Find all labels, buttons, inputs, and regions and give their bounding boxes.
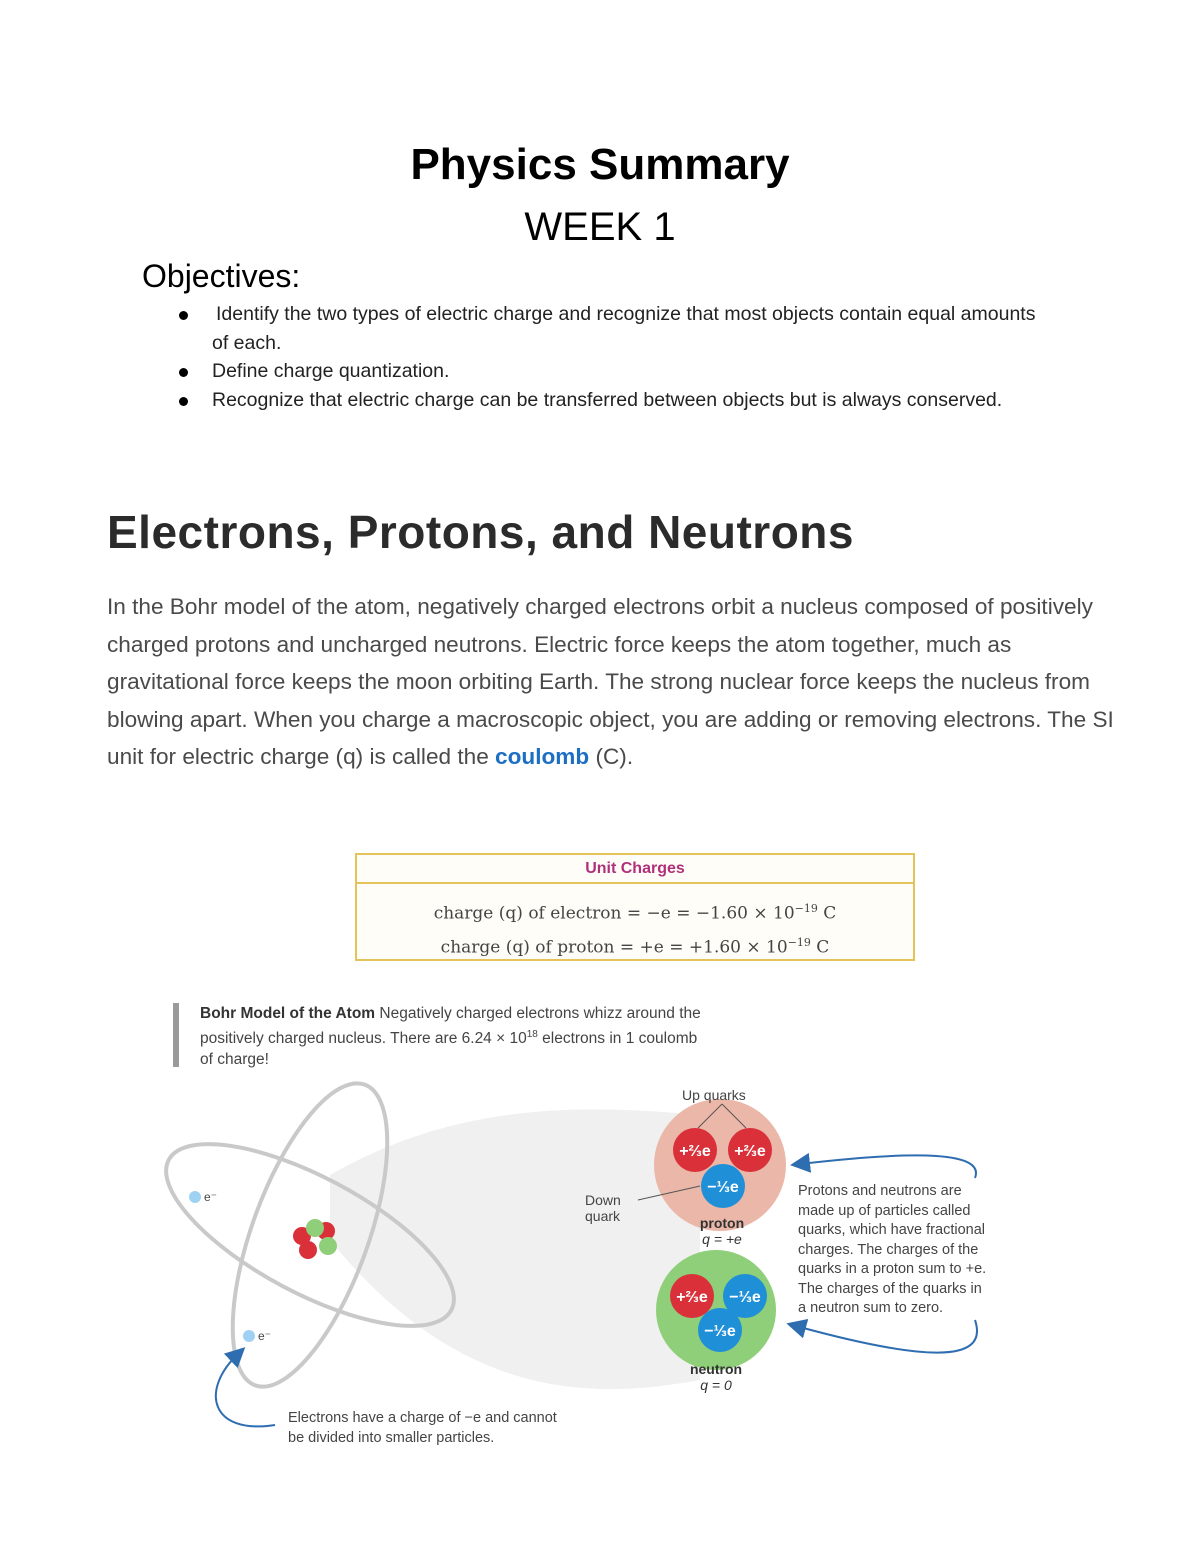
caption-bar	[173, 1003, 179, 1067]
quarks-note-line: made up of particles called	[798, 1203, 971, 1219]
quarks-note-line: charges. The charges of the	[798, 1242, 979, 1258]
nucleus-neutron	[306, 1219, 324, 1237]
paragraph-text-end: (C).	[589, 744, 634, 769]
electron-dot	[189, 1191, 201, 1203]
down-quark-charge: −⅓e	[704, 1323, 736, 1340]
nucleus-proton	[299, 1241, 317, 1259]
down-quark-charge: −⅓e	[729, 1289, 761, 1306]
list-item	[176, 357, 1056, 386]
quarks-note-line: quarks, which have fractional	[798, 1222, 985, 1238]
up-quark-charge: +⅔e	[679, 1143, 711, 1160]
paragraph-text: In the Bohr model of the atom, negatively charged electrons orbit a nucleus composed of positively charged protons and uncharged neutrons. Electric force keeps the atom together, much as gravitational force keeps the moon orbiting Earth. The strong nuclear force keeps the nucleus from blowing apart. When you charge a macroscopic object, you are adding or removing electrons. The SI unit for electric charge (q) is called the	[107, 594, 1114, 769]
proton-charge-row	[357, 926, 913, 960]
quarks-note	[798, 1183, 986, 1316]
quarks-note-line: quarks in a proton sum to +e.	[798, 1261, 987, 1277]
down-quark-label-1: Down	[585, 1192, 621, 1208]
caption-title: Bohr Model of the Atom	[200, 1005, 376, 1022]
electron-label: e⁻	[204, 1190, 218, 1204]
up-quark-charge: +⅔e	[676, 1289, 708, 1306]
arrow-to-neutron	[796, 1320, 977, 1353]
electron-note-line: be divided into smaller particles.	[288, 1430, 495, 1446]
list-item	[176, 300, 1056, 357]
arrow-to-proton	[800, 1155, 976, 1178]
page-title: Physics Summary	[410, 140, 790, 189]
electron-charge-exponent: −19	[794, 902, 818, 915]
quarks-note-line: The charges of the quarks in	[798, 1281, 982, 1297]
proton-label: proton	[699, 1215, 745, 1231]
figure-caption	[200, 1003, 710, 1070]
unit-charges-box	[355, 853, 915, 961]
up-quarks-label: Up quarks	[682, 1087, 746, 1103]
caption-text-end: electrons in 1 coulomb of charge!	[200, 1030, 698, 1069]
bohr-atom-diagram	[160, 1080, 1080, 1460]
arrow-to-electron	[216, 1354, 275, 1426]
caption-text: Negatively charged electrons whizz around the positively charged nucleus. There are 6.24 × 10	[200, 1005, 701, 1048]
page-subtitle: WEEK 1	[524, 205, 676, 249]
section-paragraph	[107, 588, 1117, 776]
proton-charge-unit: C	[810, 937, 830, 958]
objectives-heading: Objectives:	[142, 258, 301, 294]
electron-charge-unit: C	[817, 903, 837, 924]
electron-note-line: Electrons have a charge of −e and cannot	[288, 1410, 557, 1426]
down-quark-label-2: quark	[585, 1208, 621, 1224]
nucleus-neutron	[319, 1237, 337, 1255]
coulomb-link[interactable]: coulomb	[495, 744, 590, 769]
proton-charge-label: q = +e	[702, 1231, 742, 1247]
down-quark-charge: −⅓e	[707, 1179, 739, 1196]
electron-charge-text: charge (q) of electron = −e = −1.60 × 10	[433, 903, 795, 924]
electron-label: e⁻	[258, 1329, 272, 1343]
neutron-label: neutron	[689, 1361, 743, 1377]
neutron-charge-label: q = 0	[700, 1377, 732, 1393]
electron-dot	[243, 1330, 255, 1342]
objective-text: Recognize that electric charge can be transferred between objects but is always conserved.	[212, 388, 1003, 411]
caption-exponent: 18	[526, 1029, 538, 1040]
objective-text: Define charge quantization.	[212, 360, 450, 382]
list-item	[176, 386, 1056, 415]
proton-charge-text: charge (q) of proton = +e = +1.60 × 10	[440, 937, 788, 958]
quarks-note-line: a neutron sum to zero.	[798, 1300, 944, 1316]
up-quark-charge: +⅔e	[734, 1143, 766, 1160]
electron-charge-row	[357, 892, 913, 926]
section-heading: Electrons, Protons, and Neutrons	[107, 506, 854, 558]
objective-text: Identify the two types of electric charge and recognize that most objects contain equal amounts of each.	[212, 303, 1036, 354]
unit-charges-heading: Unit Charges	[357, 855, 913, 884]
proton-charge-exponent: −19	[787, 936, 811, 949]
objectives-list	[176, 300, 1056, 414]
quarks-note-line: Protons and neutrons are	[798, 1183, 962, 1199]
